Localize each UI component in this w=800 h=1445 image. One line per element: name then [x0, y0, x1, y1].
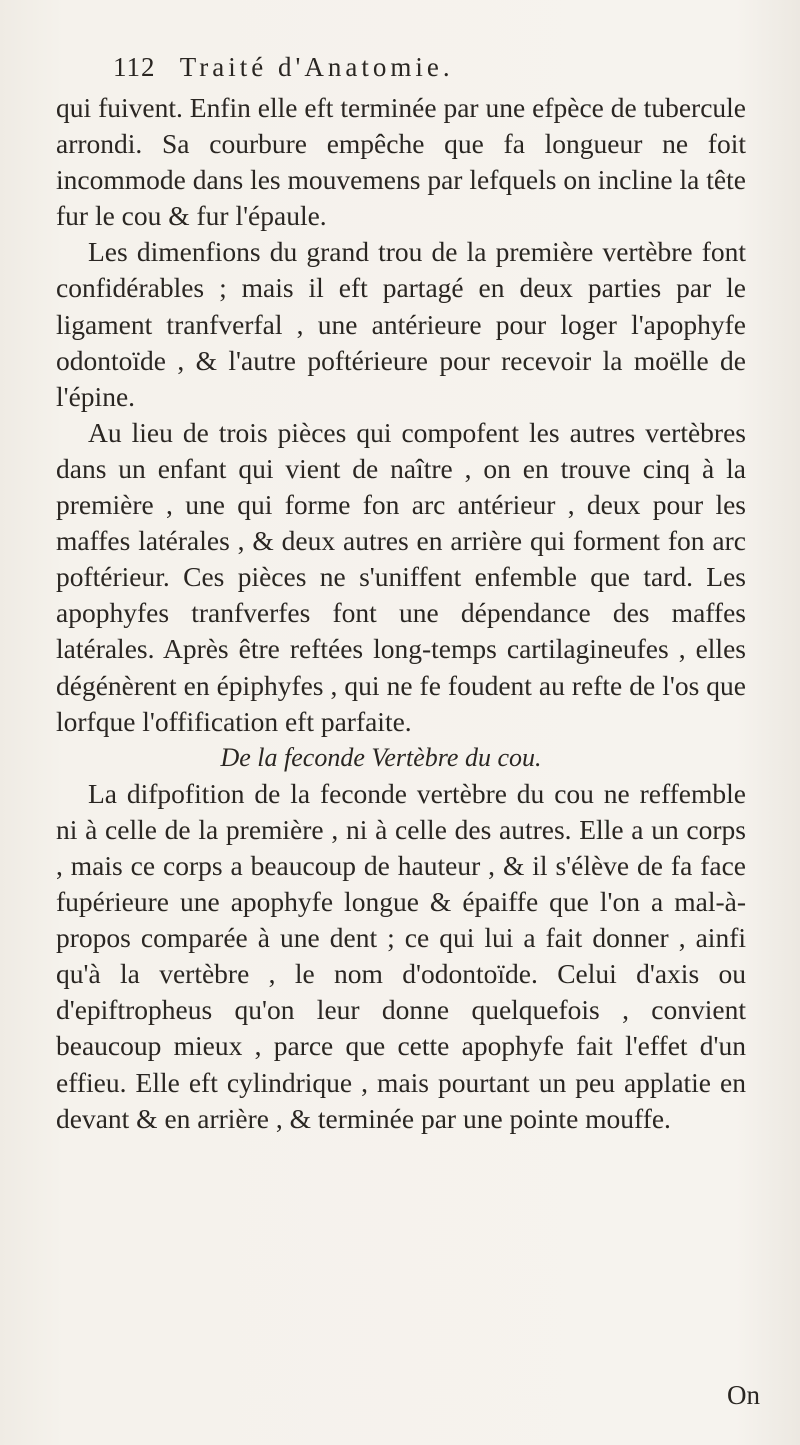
section-heading: De la feconde Vertèbre du cou.: [220, 742, 542, 772]
paragraph-continuation: qui fuivent. Enfin elle eft terminée par une efpèce de tubercule arrondi. Sa courbure empêche que fa longueur ne foit incommode dans les mouvemens par lefquels on incline la tête fur le cou & fur l'épaule.: [56, 92, 746, 232]
running-header: [113, 52, 673, 92]
page-number: 112: [113, 52, 156, 82]
paragraph-ossification: Au lieu de trois pièces qui compofent les autres vertèbres dans un enfant qui vient de naître , on en trouve cinq à la première , une qui forme fon arc antérieur , deux pour les maffes latérales , & deux autres en arrière qui forment fon arc poftérieur. Ces pièces ne s'uniffent enfemble que tard. Les apophyfes tranfverfes font une dépendance des maffes latérales. Après être reftées long-temps cartilagineufes , elles dégénèrent en épiphyfes , qui ne fe foudent au refte de l'os que lorfque l'offification eft parfaite.: [56, 416, 746, 737]
page-body: [56, 90, 746, 1137]
catchword: On: [727, 1380, 760, 1410]
running-title: Traité d'Anatomie.: [179, 52, 454, 82]
paragraph-foramen: Les dimenfions du grand trou de la première vertèbre font confidérables ; mais il eft partagé en deux parties par le ligament tranfverfal , une antérieure pour loger l'apophyfe odontoïde , & l'autre poftérieure pour recevoir la moëlle de l'épine.: [56, 236, 746, 412]
paragraph-second-vertebra: La difpofition de la feconde vertèbre du cou ne reffemble ni à celle de la première , ni à celle des autres. Elle a un corps , mais ce corps a beaucoup de hauteur , & il s'élève de fa face fupérieure une apophyfe longue & épaiffe que l'on a mal-à-propos comparée à une dent ; ce qui lui a fait donner , ainfi qu'à la vertèbre , le nom d'odontoïde. Celui d'axis ou d'epiftropheus qu'on leur donne quelquefois , convient beaucoup mieux , parce que cette apophyfe fait l'effet d'un effieu. Elle eft cylindrique , mais pourtant un peu applatie en devant & en arrière , & terminée par une pointe mouffe.: [56, 777, 746, 1134]
